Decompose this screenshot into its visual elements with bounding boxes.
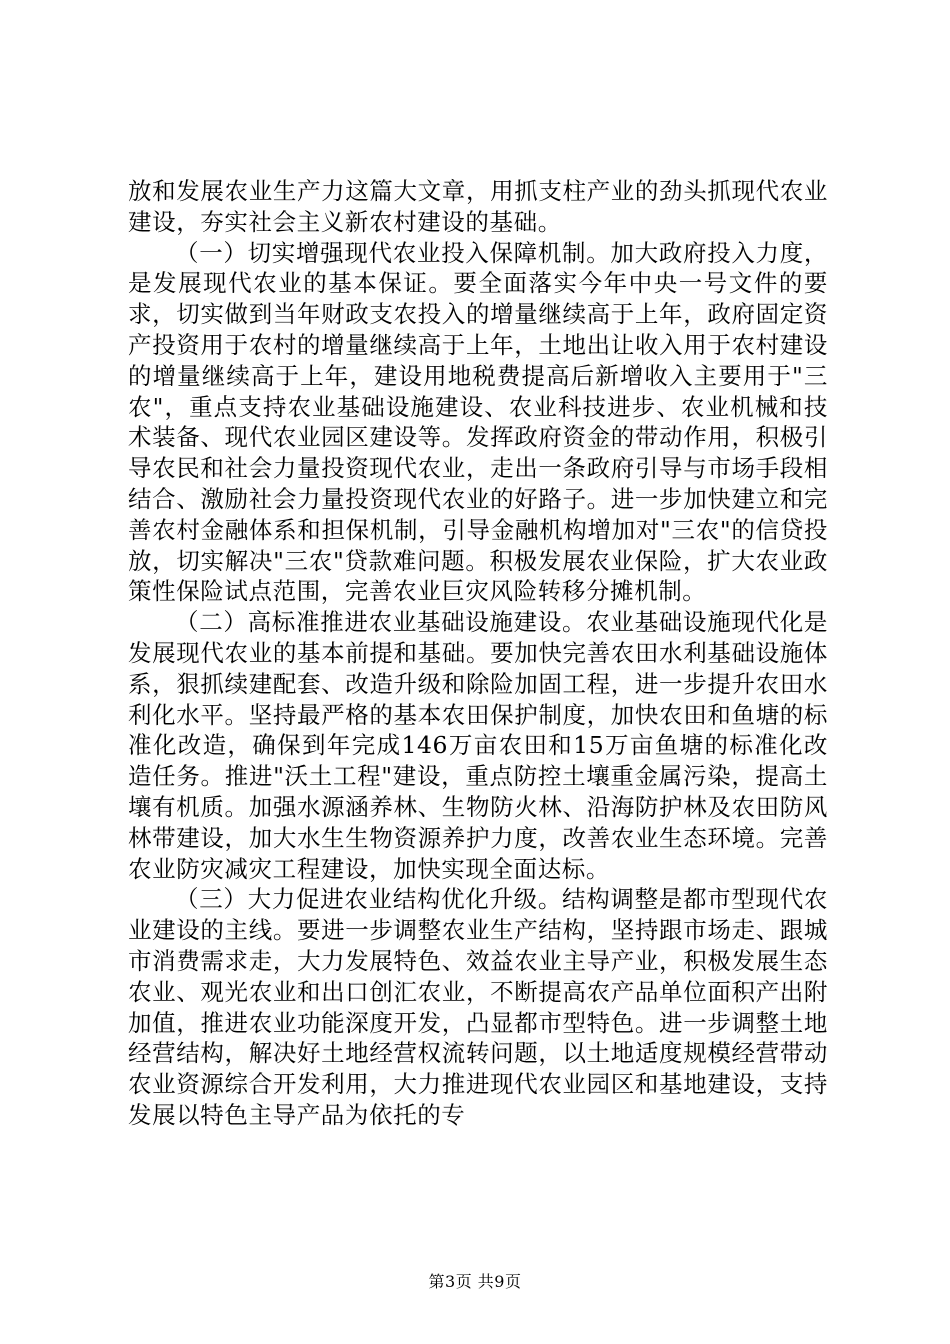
paragraph-continuation: 放和发展农业生产力这篇大文章，用抓支柱产业的劲头抓现代农业建设，夯实社会主义新农村建设的基础。 [128, 177, 828, 236]
page-footer [0, 1272, 950, 1292]
paragraph-structure-upgrade: （三）大力促进农业结构优化升级。结构调整是都市型现代农业建设的主线。要进一步调整农业生产结构，坚持跟市场走、跟城市消费需求走，大力发展特色、效益农业主导产业，积极发展生态农业、观光农业和出口创汇农业，不断提高农产品单位面积产出附加值，推进农业功能深度开发，凸显都市型特色。进一步调整土地经营结构，解决好土地经营权流转问题，以土地适度规模经营带动农业资源综合开发利用，大力推进现代农业园区和基地建设，支持发展以特色主导产品为依托的专 [128, 885, 828, 1129]
paragraph-investment-mechanism: （一）切实增强现代农业投入保障机制。加大政府投入力度，是发展现代农业的基本保证。要全面落实今年中央一号文件的要求，切实做到当年财政支农投入的增量继续高于上年，政府固定资产投资用于农村的增量继续高于上年，土地出让收入用于农村建设的增量继续高于上年，建设用地税费提高后新增收入主要用于"三农"，重点支持农业基础设施建设、农业科技进步、农业机械和技术装备、现代农业园区建设等。发挥政府资金的带动作用，积极引导农民和社会力量投资现代农业，走出一条政府引导与市场手段相结合、激励社会力量投资现代农业的好路子。进一步加快建立和完善农村金融体系和担保机制，引导金融机构增加对"三农"的信贷投放，切实解决"三农"贷款难问题。积极发展农业保险，扩大农业政策性保险试点范围，完善农业巨灾风险转移分摊机制。 [128, 238, 828, 606]
page-number-label: 第3页 共9页 [428, 1272, 522, 1291]
paragraph-infrastructure: （二）高标准推进农业基础设施建设。农业基础设施现代化是发展现代农业的基本前提和基础。要加快完善农田水利基础设施体系，狠抓续建配套、改造升级和除险加固工程，进一步提升农田水利化水平。坚持最严格的基本农田保护制度，加快农田和鱼塘的标准化改造，确保到年完成146万亩农田和15万亩鱼塘的标准化改造任务。推进"沃土工程"建设，重点防控土壤重金属污染，提高土壤有机质。加强水源涵养林、生物防火林、沿海防护林及农田防风林带建设，加大水生生物资源养护力度，改善农业生态环境。完善农业防灾减灾工程建设，加快实现全面达标。 [128, 608, 828, 883]
document-body [128, 176, 828, 1131]
